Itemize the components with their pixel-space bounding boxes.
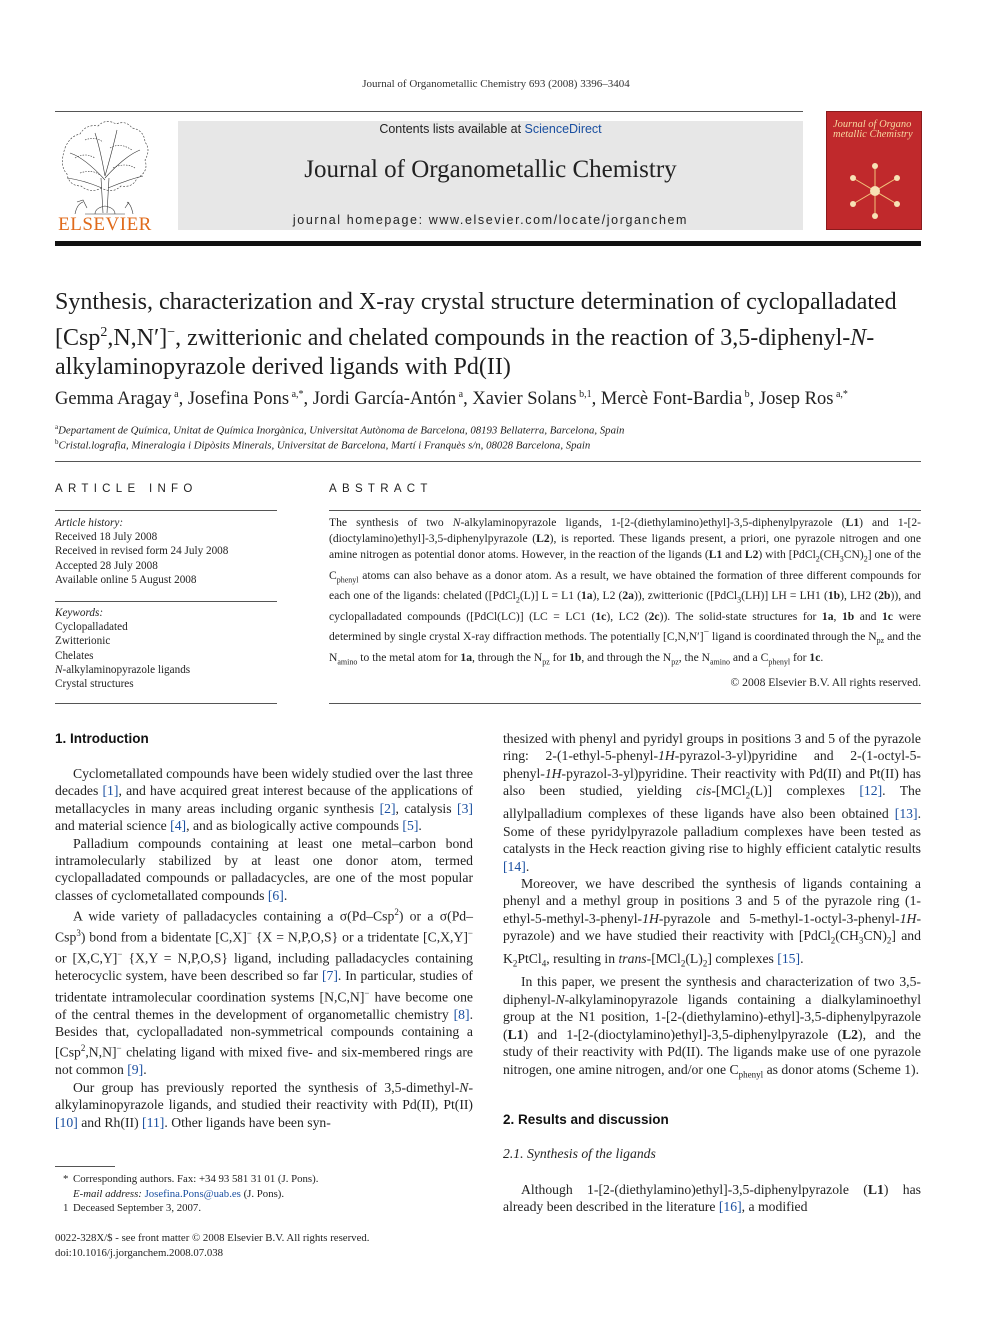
inline-formatting: L1 bbox=[867, 1182, 884, 1197]
paragraph: Our group has previously reported the synthesis of 3,5-dimethyl-N-alkylaminopyrazole ligands, and studied their reactivity with Pd(II), Pt(II) [10] and Rh(II) [11]. Other ligands have been syn- bbox=[55, 1079, 473, 1130]
reference-link[interactable]: Josefina.Pons@uab.es bbox=[144, 1187, 241, 1200]
reference-link[interactable]: [4] bbox=[170, 818, 187, 834]
inline-formatting: − bbox=[116, 1043, 122, 1054]
inline-formatting: pz bbox=[876, 636, 885, 646]
keywords-block bbox=[55, 606, 277, 691]
article-info-heading: ARTICLE INFO bbox=[55, 483, 198, 495]
inline-formatting: 2 bbox=[100, 324, 108, 340]
inline-formatting: a,* bbox=[289, 389, 304, 400]
inline-formatting: 3 bbox=[839, 554, 844, 564]
inline-formatting: 2 bbox=[863, 554, 868, 564]
inline-formatting: 2 bbox=[80, 1043, 86, 1054]
inline-formatting: 2 bbox=[515, 595, 520, 605]
cover-molecule-art bbox=[833, 156, 917, 226]
journal-citation: Journal of Organometallic Chemistry 693 (2008) 3396–3404 bbox=[362, 78, 630, 90]
inline-formatting: L1 bbox=[507, 1026, 524, 1042]
inline-formatting: 2 bbox=[702, 959, 708, 970]
inline-formatting: 1a bbox=[581, 589, 593, 603]
keyword: N-alkylaminopyrazole ligands bbox=[55, 663, 191, 676]
article-title: Synthesis, characterization and X-ray crystal structure determination of cyclopalladated [Csp$^2$,N,N′]−, zwitterionic and chelated compounds in the reaction of 3,5-diphenyl-N-alkylaminopyrazole derived ligands with Pd(II) bbox=[55, 289, 897, 380]
footnote-email bbox=[55, 1187, 475, 1202]
inline-formatting: cis bbox=[696, 783, 712, 799]
history-revised: Received in revised form 24 July 2008 bbox=[55, 545, 229, 558]
inline-formatting: pz bbox=[671, 656, 679, 666]
paragraph: Although 1-[2-(diethylamino)ethyl]-3,5-diphenylpyrazole (L1) has already been described in the literature [16], a modified bbox=[503, 1182, 921, 1215]
inline-formatting: 1a bbox=[821, 609, 834, 623]
inline-formatting: 2 bbox=[815, 554, 820, 564]
reference-link[interactable]: [8] bbox=[453, 1006, 470, 1022]
inline-formatting: 2 bbox=[512, 959, 518, 970]
article-info-rule-3 bbox=[55, 703, 277, 704]
journal-homepage[interactable]: journal homepage: www.elsevier.com/locate/jorganchem bbox=[292, 213, 689, 227]
inline-formatting: trans bbox=[618, 951, 647, 967]
inline-formatting: − bbox=[467, 928, 473, 939]
inline-formatting: b bbox=[742, 389, 750, 400]
inline-formatting: 2 bbox=[886, 935, 892, 946]
inline-formatting: 3 bbox=[737, 595, 742, 605]
journal-cover-thumbnail bbox=[826, 111, 922, 230]
article-info-rule-2 bbox=[55, 601, 277, 602]
inline-formatting: − bbox=[117, 949, 123, 960]
affiliation-text: Cristal.lografia, Mineralogia i Dipòsits Minerals, Universitat de Barcelona, Martí i Franquès s/n, 08028 Barcelona, Spain bbox=[58, 439, 591, 452]
inline-formatting: 1b bbox=[841, 609, 855, 623]
inline-formatting: − bbox=[364, 987, 370, 998]
reference-link[interactable]: [13] bbox=[894, 806, 918, 822]
inline-formatting: 2b bbox=[878, 589, 891, 603]
inline-formatting: N bbox=[459, 1079, 469, 1095]
inline-formatting: 3 bbox=[76, 928, 81, 939]
reference-link[interactable]: [3] bbox=[457, 800, 473, 816]
inline-formatting: L2 bbox=[842, 1026, 859, 1042]
author-list: Gemma Aragay $^a$, Josefina Pons $^{a,*}$, Jordi García-Antón $^a$, Xavier Solans $^{b,1}$, Mercè Font-Bardia $^b$, Josep Ros $^{a,*}$ bbox=[55, 389, 848, 410]
reference-link[interactable]: [16] bbox=[718, 1199, 742, 1215]
inline-formatting: a bbox=[171, 389, 179, 400]
footnote-mark: 1 bbox=[63, 1202, 69, 1215]
elsevier-wordmark: ELSEVIER bbox=[58, 214, 152, 235]
inline-formatting: a bbox=[456, 389, 464, 400]
inline-formatting: amino bbox=[337, 656, 358, 666]
paragraph: A wide variety of palladacycles containing a σ(Pd–Csp$^2$) or a σ(Pd–Csp$^3$) bond from a bidentate [C,X]− {X = N,P,O,S} or a tridentate [C,X,Y]− or [X,C,Y]− {X,Y = N,P,O,S} ligand, including palladacycles containing heterocyclic system, have been described so far [7]. In particular, studies of tridentate intramolecular coordination systems [N,C,N]− have become one of the central themes in the development of organometallic chemistry [8]. Besides that, cyclopalladated non-symmetrical compounds containing a [Csp$^2$,N,N]− chelating ligand with mixed five- and six-membered rings are not common [9]. bbox=[55, 907, 473, 1078]
right-column bbox=[503, 730, 921, 1084]
inline-formatting: 1H bbox=[544, 765, 562, 781]
title-rule bbox=[55, 461, 921, 462]
affiliation-mark: a bbox=[55, 423, 59, 431]
footnote-text: Deceased September 3, 2007. bbox=[73, 1202, 202, 1215]
inline-formatting: 3 bbox=[858, 935, 864, 946]
cover-title: Journal of Organo metallic Chemistry bbox=[833, 119, 913, 140]
footnote-text: E-mail address: Josefina.Pons@uab.es (J. Pons). bbox=[73, 1187, 285, 1200]
keywords-label: Keywords: bbox=[55, 607, 104, 619]
header-rule-thick bbox=[55, 241, 921, 246]
doi-line: doi:10.1016/j.jorganchem.2008.07.038 bbox=[55, 1246, 224, 1259]
journal-title: Journal of Organometallic Chemistry bbox=[304, 156, 677, 183]
inline-formatting: 2 bbox=[745, 790, 751, 801]
footnotes bbox=[55, 1172, 475, 1216]
section-introduction-title: 1. Introduction bbox=[55, 731, 149, 746]
paragraph: Cyclometallated compounds have been widely studied over the last three decades [1], and have acquired great interest because of the applications of metallacycles in many areas including organic synthesis [2], catalysis [3] and material science [4], and as biologically active compounds [5]. bbox=[55, 766, 473, 834]
contents-prefix: Contents lists available at bbox=[379, 122, 525, 136]
article-info-rule-1 bbox=[55, 510, 277, 511]
reference-link[interactable]: [11] bbox=[142, 1114, 165, 1130]
inline-formatting: 1c bbox=[809, 650, 821, 664]
reference-link[interactable]: [15] bbox=[777, 951, 801, 967]
inline-formatting: 1H bbox=[658, 748, 675, 764]
footnote-corresponding bbox=[55, 1172, 475, 1187]
reference-link[interactable]: [6] bbox=[267, 887, 284, 903]
inline-formatting: 2 bbox=[394, 907, 399, 918]
affiliation-mark: b bbox=[55, 438, 59, 446]
abstract-copyright: © 2008 Elsevier B.V. All rights reserved. bbox=[730, 676, 921, 689]
contents-availability bbox=[178, 122, 803, 136]
inline-formatting: 1b bbox=[827, 589, 841, 603]
inline-formatting: 1c bbox=[881, 609, 893, 623]
affiliation-a bbox=[55, 423, 921, 437]
reference-link[interactable]: [5] bbox=[402, 818, 419, 834]
inline-formatting: E-mail address: bbox=[73, 1187, 142, 1200]
inline-formatting: 2 bbox=[830, 935, 836, 946]
footnote-mark: * bbox=[63, 1173, 69, 1185]
inline-formatting: phenyl bbox=[768, 656, 791, 666]
inline-formatting: a,* bbox=[833, 389, 848, 400]
inline-formatting: phenyl bbox=[738, 1069, 764, 1080]
inline-formatting: N bbox=[452, 516, 461, 529]
inline-formatting: N bbox=[850, 324, 867, 351]
inline-formatting: L1 bbox=[845, 516, 860, 529]
reference-link[interactable]: [9] bbox=[127, 1062, 144, 1078]
inline-formatting: N bbox=[555, 991, 565, 1007]
abstract-rule-top bbox=[329, 510, 921, 511]
reference-link[interactable]: [2] bbox=[379, 800, 396, 816]
paragraph: In this paper, we present the synthesis and characterization of two 3,5-diphenyl-N-alkylaminopyrazole ligands containing a dialkylaminoethyl group at the N1 position, 1-[2-(diethylamino)-ethyl]-3,5-diphenylpyrazole (L1) and 1-[2-(dioctylamino)ethyl]-3,5-diphenylpyrazole (L2), and the study of their reactivity with Pd(II). The ligands make use of one pyrazole nitrogen, one amine nitrogen, and/or one $C_{phenyl}$ as donor atoms (Scheme 1). bbox=[503, 974, 921, 1080]
inline-formatting: 1H bbox=[642, 910, 659, 926]
inline-formatting: L2 bbox=[744, 548, 759, 562]
issn-line: 0022-328X/$ - see front matter © 2008 Elsevier B.V. All rights reserved. bbox=[55, 1232, 370, 1244]
history-received: Received 18 July 2008 bbox=[55, 531, 158, 544]
history-accepted: Accepted 28 July 2008 bbox=[55, 559, 158, 572]
left-column bbox=[55, 765, 473, 1131]
paragraph: Moreover, we have described the synthesis of ligands containing a phenyl and a methyl group in positions 3 and 5 of the pyrazole ring (1-ethyl-5-methyl-3-phenyl-1H-pyrazole and 5-methyl-1-octyl-3-phenyl-1H-pyrazole) and we have studied their reactivity with $[PdCl_2(CH_3CN)_2]$ and $K_2PtCl_4$, resulting in trans-$[MCl_2(L)_2]$ complexes [15]. bbox=[503, 875, 921, 970]
article-history bbox=[55, 516, 277, 587]
inline-formatting: − bbox=[703, 627, 710, 639]
reference-link[interactable]: [12] bbox=[859, 783, 883, 799]
inline-formatting: amino bbox=[709, 656, 730, 666]
front-matter-meta bbox=[55, 1231, 475, 1260]
inline-formatting: 1c bbox=[595, 609, 607, 623]
section-results-title: 2. Results and discussion bbox=[503, 1112, 669, 1127]
abstract-heading: ABSTRACT bbox=[329, 483, 433, 495]
reference-link[interactable]: [14] bbox=[503, 858, 526, 874]
reference-link[interactable]: [1] bbox=[102, 783, 119, 799]
inline-formatting: 2 bbox=[680, 959, 686, 970]
keyword: Zwitterionic bbox=[55, 635, 111, 648]
inline-formatting: phenyl bbox=[336, 575, 359, 585]
footnote-deceased bbox=[55, 1201, 475, 1216]
inline-formatting: b,1 bbox=[576, 389, 592, 400]
inline-formatting: 2c bbox=[648, 609, 660, 623]
footnote-text: Corresponding authors. Fax: +34 93 581 31 01 (J. Pons). bbox=[73, 1173, 319, 1185]
affiliation-b bbox=[55, 438, 921, 452]
abstract-body: The synthesis of two N-alkylaminopyrazole ligands, 1-[2-(diethylamino)ethyl]-3,5-diphenylpyrazole (L1) and 1-[2-(dioctylamino)ethyl]-3,5-diphenylpyrazole (L2), is reported. These ligands present, a priori, one pyrazole nitrogen and one amine nitrogen as potential donor atoms. However, in the reaction of the ligands (L1 and L2) with $[PdCl_2(CH_3CN)_2]$ one of the $C_{phenyl}$ atoms can also behave as a donor atom. As a result, we have obtained the formation of three different compounds for each one of the ligands: chelated ([PdCl$_2$(L)] L = L1 (1a), L2 (2a)), zwitterionic ([PdCl$_3$(LH)] LH = LH1 (1b), LH2 (2b)), and cyclopalladated compounds ([PdCl(LC)] (LC = LC1 (1c), LC2 (2c)). The solid-state structures for 1a, 1b and 1c were determined by single crystal X-ray diffraction methods. The potentially [C,N,N′]− ligand is coordinated through the $N_{pz}$ and the $N_{amino}$ to the metal atom for 1a, through the $N_{pz}$ for 1b, and through the $N_{pz}$, the $N_{amino}$ and a $C_{phenyl}$ for 1c. bbox=[329, 516, 921, 666]
history-online: Available online 5 August 2008 bbox=[55, 573, 197, 586]
history-label: Article history: bbox=[55, 517, 124, 529]
keyword: Cyclopalladated bbox=[55, 621, 128, 634]
reference-link[interactable]: [10] bbox=[55, 1114, 78, 1130]
affiliation-text: Departament de Química, Unitat de Química Inorgànica, Universitat Autònoma de Barcelona, 08193 Bellaterra, Barcelona, Spain bbox=[58, 424, 625, 437]
sciencedirect-link[interactable]: ScienceDirect bbox=[524, 122, 602, 136]
inline-formatting: 1H bbox=[899, 910, 917, 926]
abstract-rule-bottom bbox=[329, 703, 921, 704]
keyword: Crystal structures bbox=[55, 678, 134, 691]
inline-formatting: 1b bbox=[569, 650, 582, 664]
reference-link[interactable]: [7] bbox=[321, 968, 338, 984]
inline-formatting: − bbox=[167, 324, 176, 340]
paragraph: Palladium compounds containing at least one metal–carbon bond intramolecularly stabilized by at least one donor atom, termed cyclopalladated compounds or palladacycles, are one of the most popular classes of cyclometallated compounds [6]. bbox=[55, 835, 473, 903]
inline-formatting: N bbox=[55, 663, 63, 676]
footnote-rule bbox=[55, 1166, 115, 1167]
inline-formatting: 2a bbox=[622, 589, 634, 603]
keyword: Chelates bbox=[55, 649, 94, 662]
paragraph: thesized with phenyl and pyridyl groups in positions 3 and 5 of the pyrazole ring: 2-(1-ethyl-5-phenyl-1H-pyrazol-3-yl)pyridine and 2-(1-octyl-5-phenyl-1H-pyrazol-3-yl)pyridine. Their reactivity with Pd(II) and Pt(II) has also been studied, yielding cis-[MCl$_2$(L)] complexes [12]. The allylpalladium complexes of these ligands have also been obtained [13]. Some of these pyridylpyrazole palladium complexes have been tested as catalysts in the Heck reaction giving rise to highly efficient catalytic results [14]. bbox=[503, 731, 921, 874]
right-column-continued bbox=[503, 1181, 921, 1216]
inline-formatting: 4 bbox=[541, 959, 547, 970]
inline-formatting: 1a bbox=[460, 650, 472, 664]
subsection-ligands-title: 2.1. Synthesis of the ligands bbox=[503, 1146, 656, 1161]
inline-formatting: pz bbox=[542, 656, 550, 666]
header-rule-top bbox=[55, 111, 803, 112]
inline-formatting: L2 bbox=[536, 532, 550, 546]
inline-formatting: L1 bbox=[708, 548, 723, 562]
inline-formatting: − bbox=[246, 928, 252, 939]
